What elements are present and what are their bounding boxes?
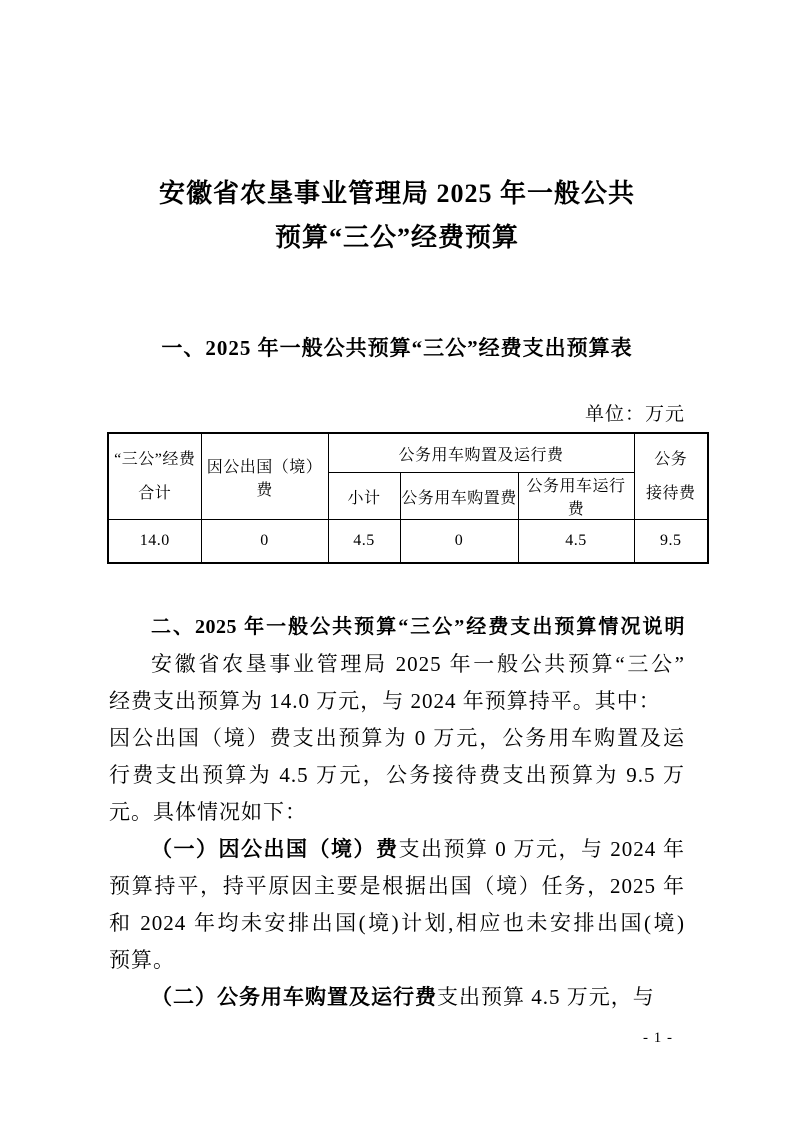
budget-table — [107, 432, 709, 564]
header-cell-sangong-total — [108, 433, 201, 520]
document-title — [109, 172, 685, 260]
document-content — [109, 0, 696, 1016]
value-cell-total: 14.0 — [108, 520, 201, 564]
document-title-line-2: 预算“三公”经费预算 — [274, 223, 519, 252]
header-cell-vehicle-operation: 公务用车运行费 — [518, 473, 634, 520]
body-line: 元。具体情况如下： — [109, 800, 307, 824]
table-unit-label: 单位：万元 — [584, 404, 685, 425]
item-2-bold-label: （二）公务用车购置及运行费 — [151, 985, 437, 1009]
body-line: 因公出国（境）费支出预算为 0 万元，公务用车购置及运 — [109, 726, 685, 750]
table-value-row — [108, 520, 708, 564]
section-1-heading: 一、2025 年一般公共预算“三公”经费支出预算表 — [161, 336, 633, 360]
document-title-line-1: 安徽省农垦事业管理局 2025 年一般公共 — [158, 179, 635, 208]
body-line: 安徽省农垦事业管理局 2025 年一般公共预算“三公” — [151, 652, 685, 676]
header-reception-line-2: 接待费 — [646, 484, 696, 502]
header-sangong-line-1: “三公”经费 — [114, 450, 196, 468]
body-line — [109, 831, 685, 868]
header-cell-vehicle-group: 公务用车购置及运行费 — [328, 433, 634, 473]
header-cell-vehicle-subtotal: 小计 — [328, 473, 400, 520]
item-1-text: 支出预算 0 万元，与 2024 年 — [398, 837, 685, 861]
section-2-heading: 二、2025 年一般公共预算“三公”经费支出预算情况说明 — [151, 616, 685, 638]
value-cell-vehicle-operation: 4.5 — [518, 520, 634, 564]
header-cell-vehicle-purchase: 公务用车购置费 — [400, 473, 518, 520]
item-1-bold-label: （一）因公出国（境）费 — [151, 837, 399, 861]
value-cell-abroad: 0 — [201, 520, 328, 564]
header-sangong-line-2: 合计 — [138, 484, 172, 502]
table-header-row-1 — [108, 433, 708, 473]
header-cell-reception — [634, 433, 708, 520]
body-line: 行费支出预算为 4.5 万元，公务接待费支出预算为 9.5 万 — [109, 763, 685, 787]
value-cell-vehicle-purchase: 0 — [400, 520, 518, 564]
body-line: 经费支出预算为 14.0 万元，与 2024 年预算持平。其中： — [109, 689, 661, 713]
item-2-text: 支出预算 4.5 万元，与 — [437, 985, 655, 1009]
header-cell-abroad: 因公出国（境）费 — [201, 433, 328, 520]
body-line: 预算。 — [109, 948, 175, 972]
value-cell-reception: 9.5 — [634, 520, 708, 564]
body-line — [109, 979, 685, 1016]
header-reception-line-1: 公务 — [654, 450, 688, 468]
body-line: 预算持平，持平原因主要是根据出国（境）任务，2025 年 — [109, 874, 685, 898]
body-line: 和 2024 年均未安排出国(境)计划,相应也未安排出国(境) — [109, 911, 685, 935]
page-number: - 1 - — [643, 1030, 673, 1046]
value-cell-vehicle-subtotal: 4.5 — [328, 520, 400, 564]
